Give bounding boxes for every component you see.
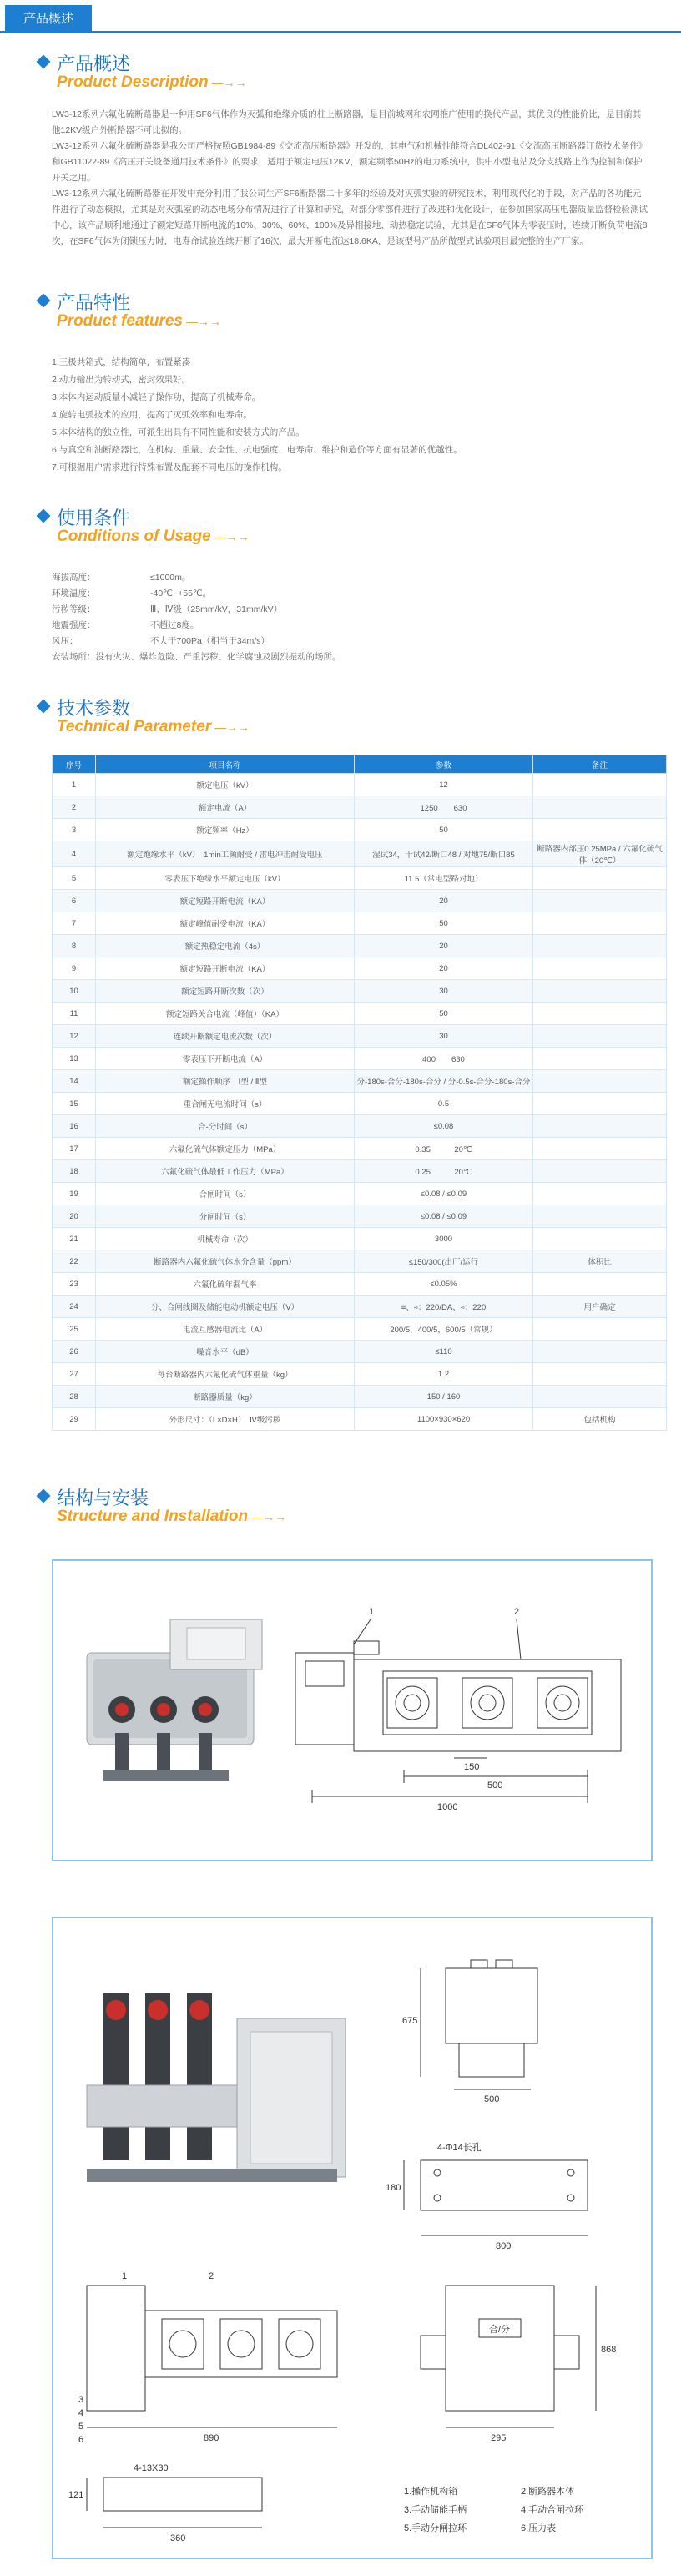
- structure-title-cn: 结构与安装: [57, 1488, 149, 1508]
- condition-row: 污秽等级： Ⅲ、Ⅳ级（25mm/kV，31mm/kV）: [52, 604, 283, 614]
- row-index: 29: [53, 1408, 96, 1431]
- row-note: [533, 1318, 667, 1341]
- dim-295: 295: [491, 2433, 507, 2443]
- row-value: 12: [355, 774, 533, 796]
- features-list: [52, 354, 649, 477]
- arrow-icon: —→→: [251, 1510, 287, 1523]
- table-row: [53, 1318, 667, 1341]
- dim-150: 150: [464, 1762, 480, 1772]
- row-note: [533, 890, 667, 912]
- row-value: 分-180s-合分-180s-合分 / 分-0.5s-合分-180s-合分: [355, 1070, 533, 1093]
- row-item: 六氟化硫气体额定压力（MPa）: [96, 1138, 355, 1160]
- table-row: [53, 1003, 667, 1025]
- row-note: [533, 1115, 667, 1138]
- table-row: [53, 1070, 667, 1093]
- row-value: ≤150/300(出厂/运行: [355, 1250, 533, 1273]
- callout-1: 1: [369, 1607, 375, 1617]
- row-note: [533, 935, 667, 957]
- row-note: [533, 1228, 667, 1250]
- col-header: 序号: [53, 755, 96, 774]
- overview-title-en: Product Description —→→: [57, 73, 247, 91]
- figure-box-1: [52, 1559, 653, 1861]
- row-value: 0.35 20℃: [355, 1138, 533, 1160]
- legend-item: 2.断路器本体: [521, 2487, 575, 2497]
- row-note: 用户确定: [533, 1296, 667, 1318]
- table-row: [53, 980, 667, 1003]
- row-note: [533, 1025, 667, 1048]
- row-item: 额定电流（A）: [96, 796, 355, 819]
- row-item: 分闸时间（s）: [96, 1205, 355, 1228]
- table-row: [53, 912, 667, 935]
- row-item: 连续开断额定电流次数（次）: [96, 1025, 355, 1048]
- row-item: 额定频率（Hz）: [96, 819, 355, 841]
- row-note: [533, 980, 667, 1003]
- row-index: 15: [53, 1093, 96, 1115]
- table-row: [53, 1183, 667, 1205]
- row-item: 额定短路开断次数（次）: [96, 980, 355, 1003]
- row-index: 20: [53, 1205, 96, 1228]
- row-item: 额定热稳定电流（4s）: [96, 935, 355, 957]
- row-index: 25: [53, 1318, 96, 1341]
- row-note: [533, 774, 667, 796]
- feature-item: 2.动力输出为转动式，密封效果好。: [52, 375, 191, 385]
- table-row: [53, 1386, 667, 1408]
- row-note: [533, 1003, 667, 1025]
- row-item: 额定峰值耐受电流（KA）: [96, 912, 355, 935]
- row-note: [533, 1205, 667, 1228]
- row-item: 断路器质量（kg）: [96, 1386, 355, 1408]
- row-note: [533, 819, 667, 841]
- row-value: 50: [355, 1003, 533, 1025]
- legend-item: 1.操作机构箱: [404, 2487, 458, 2497]
- overview-paragraph: LW3-12系列六氟化硫断路器在开发中充分利用了我公司生产SF6断路器二十多年的经验及对灭弧实验的研究技术，利用现代化的手段，对产品的各功能元件进行了动态模拟，尤其是对灭弧室的动态电场分布情况进行了计算和研究，对部分零部件进行了改进和优化设计，在参加国家高压电器质量监督检验测试中心，该产品顺利地通过了额定短路开断电流的10%、30%、60%、100%及异相接地、动热稳定试验，尤其是在SF6气体为零表压时，连续开断负荷电流8次，在SF6气体为闭锁压力时，电寿命试验连续开断了16次，最大开断电流达18.6KA，是该型号产品所做型式试验项目最完整的生产厂家。: [52, 189, 648, 246]
- row-value: 11.5（常电型路对地）: [355, 867, 533, 890]
- row-value: 200/5，400/5，600/5（常规）: [355, 1318, 533, 1341]
- top-bar: [0, 0, 681, 33]
- params-title-en: Technical Parameter —→→: [57, 718, 250, 735]
- row-item: 重合闸无电流时间（s）: [96, 1093, 355, 1115]
- dim-500: 500: [487, 1780, 503, 1791]
- row-note: 断路器内部压0.25MPa / 六氟化硫气体（20℃）: [533, 841, 667, 867]
- row-index: 5: [53, 867, 96, 890]
- row-note: [533, 1386, 667, 1408]
- row-value: ≤0.08: [355, 1115, 533, 1138]
- row-index: 10: [53, 980, 96, 1003]
- row-index: 16: [53, 1115, 96, 1138]
- row-item: 每台断路器内六氟化硫气体重量（kg）: [96, 1363, 355, 1386]
- table-row: [53, 1228, 667, 1250]
- breakout-drawing-2: [53, 1918, 651, 2558]
- row-index: 14: [53, 1070, 96, 1093]
- dim-800: 800: [496, 2241, 512, 2251]
- row-note: [533, 912, 667, 935]
- row-item: 零表压下绝缘水平额定电压（kV）: [96, 867, 355, 890]
- diamond-bullet-icon: [37, 294, 51, 308]
- row-note: [533, 1048, 667, 1070]
- row-index: 9: [53, 957, 96, 980]
- features-title-en: Product features —→→: [57, 312, 221, 330]
- row-item: 额定绝缘水平（kV） 1min工频耐受 / 雷电冲击耐受电压: [96, 841, 355, 867]
- row-index: 12: [53, 1025, 96, 1048]
- row-index: 8: [53, 935, 96, 957]
- dim-675: 675: [402, 2016, 418, 2026]
- row-note: [533, 1273, 667, 1296]
- table-row: [53, 1093, 667, 1115]
- table-row: [53, 1296, 667, 1318]
- row-value: 0.5: [355, 1093, 533, 1115]
- figure-box-2: [52, 1917, 653, 2559]
- table-row: [53, 796, 667, 819]
- table-row: [53, 1115, 667, 1138]
- row-index: 17: [53, 1138, 96, 1160]
- row-item: 断路器内六氟化硫气体水分含量（ppm）: [96, 1250, 355, 1273]
- row-value: 30: [355, 980, 533, 1003]
- dim-890: 890: [204, 2433, 219, 2443]
- mounting-plan: [404, 2160, 588, 2235]
- col-header: 备注: [533, 755, 667, 774]
- row-item: 零表压下开断电流（A）: [96, 1048, 355, 1070]
- row-value: 50: [355, 819, 533, 841]
- row-index: 2: [53, 796, 96, 819]
- legend-item: 3.手动储能手柄: [404, 2505, 467, 2515]
- params-table: [52, 755, 667, 1431]
- feature-item: 7.可根据用户需求进行特殊布置及配套不同电压的操作机构。: [52, 462, 287, 472]
- open-close-mark: 合/分: [489, 2325, 511, 2335]
- arrow-icon: —→→: [211, 76, 247, 89]
- dim-180: 180: [386, 2183, 401, 2193]
- condition-row: 海拔高度： ≤1000m。: [52, 573, 191, 583]
- condition-note: 安装场所：没有火灾、爆炸危险、严重污秽、化学腐蚀及剧烈振动的场所。: [52, 652, 341, 662]
- table-row: [53, 1048, 667, 1070]
- table-row: [53, 1408, 667, 1431]
- row-index: 24: [53, 1296, 96, 1318]
- row-index: 26: [53, 1341, 96, 1363]
- row-note: [533, 1093, 667, 1115]
- arrow-icon: —→→: [214, 530, 250, 543]
- front-elevation: [87, 2286, 337, 2427]
- diamond-bullet-icon: [37, 509, 51, 523]
- conditions-title-cn: 使用条件: [57, 508, 131, 528]
- structure-title-en: Structure and Installation —→→: [57, 1508, 287, 1525]
- row-item: 噪音水平（dB）: [96, 1341, 355, 1363]
- row-value: 20: [355, 890, 533, 912]
- row-value: 3000: [355, 1228, 533, 1250]
- table-row: [53, 1341, 667, 1363]
- table-row: [53, 1363, 667, 1386]
- row-value: 1100×930×620: [355, 1408, 533, 1431]
- table-row: [53, 890, 667, 912]
- breakout-drawing-1: [53, 1561, 651, 1860]
- row-item: 机械寿命（次）: [96, 1228, 355, 1250]
- parts-legend: [404, 2485, 584, 2533]
- col-header: 参数: [355, 755, 533, 774]
- table-row: [53, 957, 667, 980]
- technical-drawing-1: [295, 1619, 621, 1803]
- row-note: [533, 867, 667, 890]
- side-elevation: [421, 2286, 596, 2427]
- callout-f3: 3: [78, 2395, 84, 2405]
- row-item: 额定短路开断电流（KA）: [96, 890, 355, 912]
- row-note: [533, 1341, 667, 1363]
- table-row: [53, 819, 667, 841]
- row-value: 1.2: [355, 1363, 533, 1386]
- col-header: 项目名称: [96, 755, 355, 774]
- row-index: 18: [53, 1160, 96, 1183]
- row-index: 11: [53, 1003, 96, 1025]
- row-index: 3: [53, 819, 96, 841]
- callout-f2: 2: [209, 2271, 214, 2281]
- row-item: 六氟化硫年漏气率: [96, 1273, 355, 1296]
- row-value: 20: [355, 957, 533, 980]
- feature-item: 5.本体结构的独立性，可派生出具有不同性能和安装方式的产品。: [52, 427, 305, 437]
- base-plan: [87, 2478, 262, 2528]
- row-item: 额定操作顺序 Ⅰ型 / Ⅱ型: [96, 1070, 355, 1093]
- product-photo-1: [87, 1619, 262, 1781]
- callout-f1: 1: [122, 2271, 128, 2281]
- table-row: [53, 1205, 667, 1228]
- row-index: 28: [53, 1386, 96, 1408]
- table-row: [53, 1138, 667, 1160]
- row-note: [533, 1138, 667, 1160]
- row-index: 21: [53, 1228, 96, 1250]
- feature-item: 3.本体内运动质量小减轻了操作功，提高了机械寿命。: [52, 392, 261, 402]
- row-item: 合-分时间（s）: [96, 1115, 355, 1138]
- row-index: 13: [53, 1048, 96, 1070]
- table-row: [53, 1025, 667, 1048]
- legend-item: 6.压力表: [521, 2523, 557, 2533]
- table-row: [53, 1273, 667, 1296]
- row-item: 额定电压（kV）: [96, 774, 355, 796]
- legend-item: 5.手动分闸拉环: [404, 2523, 467, 2533]
- row-index: 7: [53, 912, 96, 935]
- row-value: ≡、≈：220/DA、≈：220: [355, 1296, 533, 1318]
- row-note: [533, 957, 667, 980]
- row-value: ≤110: [355, 1341, 533, 1363]
- callout-2: 2: [514, 1607, 520, 1617]
- dim-500-top: 500: [484, 2094, 500, 2104]
- row-index: 4: [53, 841, 96, 867]
- row-item: 额定短路关合电流（峰值）（KA）: [96, 1003, 355, 1025]
- row-item: 额定短路开断电流（KA）: [96, 957, 355, 980]
- technical-drawing-top: [421, 1960, 537, 2089]
- dim-868: 868: [601, 2345, 617, 2355]
- conditions-list: [52, 571, 649, 666]
- row-note: 体积比: [533, 1250, 667, 1273]
- row-note: 包括机构: [533, 1408, 667, 1431]
- callout-f4: 4: [78, 2408, 84, 2418]
- overview-body: [52, 107, 649, 250]
- row-value: 50: [355, 912, 533, 935]
- row-note: [533, 1070, 667, 1093]
- table-row: [53, 1160, 667, 1183]
- conditions-title-en: Conditions of Usage —→→: [57, 528, 250, 545]
- row-index: 27: [53, 1363, 96, 1386]
- row-note: [533, 796, 667, 819]
- feature-item: 1.三极共箱式，结构简单，布置紧凑: [52, 357, 191, 367]
- row-item: 合闸时间（s）: [96, 1183, 355, 1205]
- row-index: 23: [53, 1273, 96, 1296]
- row-index: 1: [53, 774, 96, 796]
- condition-row: 地震强度： 不超过8度。: [52, 620, 199, 630]
- row-value: 1250 630: [355, 796, 533, 819]
- product-photo-2: [87, 1993, 346, 2182]
- params-table-body: [53, 774, 667, 1431]
- params-title-cn: 技术参数: [57, 698, 131, 719]
- arrow-icon: —→→: [185, 315, 221, 328]
- condition-row: 环境温度： -40℃~+55℃。: [52, 588, 212, 599]
- row-item: 电流互感器电流比（A）: [96, 1318, 355, 1341]
- row-note: [533, 1363, 667, 1386]
- arrow-icon: —→→: [214, 720, 250, 734]
- table-header-row: [53, 755, 667, 774]
- diamond-bullet-icon: [37, 700, 51, 714]
- row-item: 六氟化硫气体最低工作压力（MPa）: [96, 1160, 355, 1183]
- row-value: 20: [355, 935, 533, 957]
- row-value: 400 630: [355, 1048, 533, 1070]
- row-index: 6: [53, 890, 96, 912]
- row-value: ≤0.05%: [355, 1273, 533, 1296]
- diamond-bullet-icon: [37, 55, 51, 69]
- table-row: [53, 935, 667, 957]
- row-index: 22: [53, 1250, 96, 1273]
- condition-row: 风压： 不大于700Pa（相当于34m/s）: [52, 636, 270, 646]
- row-item: 分、合闸线圈及储能电动机额定电压（V）: [96, 1296, 355, 1318]
- overview-paragraph: LW3-12系列六氟化硫断路器是一种用SF6气体作为灭弧和绝缘介质的柱上断路器，是目前城网和农网推广使用的换代产品，其优良的性能价比，是目前其他12KV级户外断路器不可比拟的。: [52, 109, 642, 135]
- row-value: 0.25 20℃: [355, 1160, 533, 1183]
- table-row: [53, 867, 667, 890]
- row-note: [533, 1160, 667, 1183]
- dim-360: 360: [170, 2533, 186, 2543]
- table-row: [53, 774, 667, 796]
- row-item: 外形尺寸：（L×D×H） Ⅳ级污秽: [96, 1408, 355, 1431]
- overview-title-cn: 产品概述: [57, 53, 131, 74]
- row-value: 150 / 160: [355, 1386, 533, 1408]
- row-value: 30: [355, 1025, 533, 1048]
- tab-product-overview[interactable]: 产品概述: [5, 5, 92, 33]
- callout-f6: 6: [78, 2435, 84, 2445]
- dim-1000: 1000: [437, 1802, 458, 1812]
- row-note: [533, 1183, 667, 1205]
- table-row: [53, 841, 667, 867]
- row-value: ≤0.08 / ≤0.09: [355, 1183, 533, 1205]
- feature-item: 6.与真空和油断路器比，在机构、重量、安全性、抗电强度、电寿命、维护和造价等方面有显著的优越性。: [52, 445, 462, 455]
- legend-item: 4.手动合闸拉环: [521, 2505, 584, 2515]
- overview-paragraph: LW3-12系列六氟化硫断路器是我公司严格按照GB1984-89《交流高压断路器》开发的，其电气和机械性能符合DL402-91《交流高压断路器订货技术条件》和GB11022-89《高压开关设备通用技术条件》的要求，适用于额定电压12KV，额定频率50Hz的电力系统中，供中小型电站及分支线路上作为控制和保护开关之用。: [52, 141, 648, 183]
- hole-spec-1: 4-Φ14长孔: [437, 2143, 482, 2153]
- hole-spec-2: 4-13X30: [134, 2463, 169, 2473]
- table-row: [53, 1250, 667, 1273]
- callout-f5: 5: [78, 2422, 84, 2432]
- diamond-bullet-icon: [37, 1489, 51, 1503]
- feature-item: 4.旋转电弧技术的应用，提高了灭弧效率和电寿命。: [52, 410, 252, 420]
- row-value: ≤0.08 / ≤0.09: [355, 1205, 533, 1228]
- dim-121: 121: [68, 2490, 84, 2500]
- features-title-cn: 产品特性: [57, 292, 131, 313]
- row-value: 湿试34，干试42/断口48 / 对地75/断口85: [355, 841, 533, 867]
- row-index: 19: [53, 1183, 96, 1205]
